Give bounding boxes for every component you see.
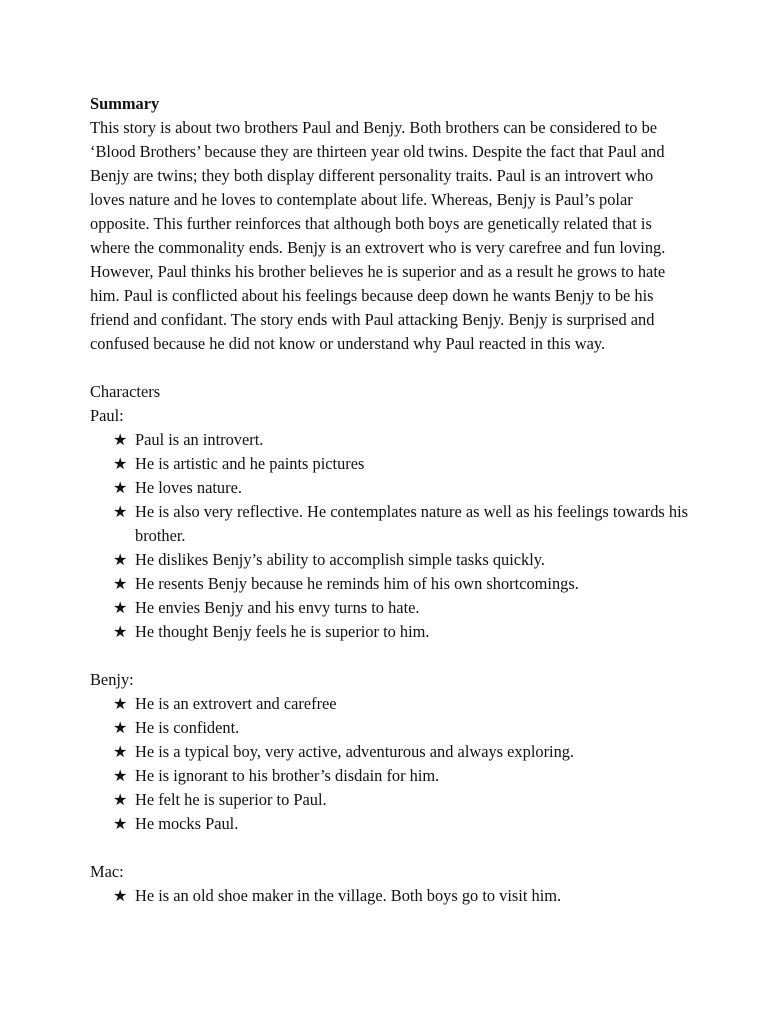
- star-bullet-icon: ★: [113, 598, 128, 617]
- star-bullet-icon: ★: [113, 454, 128, 473]
- list-item-text: He felt he is superior to Paul.: [135, 790, 327, 809]
- list-item-text: He is also very reflective. He contemplates nature as well as his feelings towards his brother.: [135, 502, 689, 545]
- list-item-text: He is a typical boy, very active, adventurous and always exploring.: [135, 742, 575, 761]
- document-content: [90, 92, 690, 908]
- list-item: [113, 764, 690, 788]
- list-item: [113, 620, 690, 644]
- list-item-text: He is artistic and he paints pictures: [135, 454, 365, 473]
- list-item: [113, 500, 690, 548]
- list-item: [113, 548, 690, 572]
- list-item: [113, 476, 690, 500]
- list-item-text: Paul is an introvert.: [135, 430, 264, 449]
- characters-heading: Characters: [90, 382, 161, 401]
- star-bullet-icon: ★: [113, 886, 128, 905]
- list-item-text: He thought Benjy feels he is superior to him.: [135, 622, 430, 641]
- list-item: [113, 596, 690, 620]
- star-bullet-icon: ★: [113, 550, 128, 569]
- list-item: [113, 452, 690, 476]
- list-item-text: He is ignorant to his brother’s disdain for him.: [135, 766, 440, 785]
- star-bullet-icon: ★: [113, 742, 128, 761]
- list-item-text: He is an old shoe maker in the village. Both boys go to visit him.: [135, 886, 562, 905]
- paul-label: Paul:: [90, 406, 124, 425]
- list-item: [113, 692, 690, 716]
- list-item: [113, 812, 690, 836]
- list-item-text: He resents Benjy because he reminds him of his own shortcomings.: [135, 574, 579, 593]
- spacer: [90, 644, 690, 668]
- list-item-text: He loves nature.: [135, 478, 242, 497]
- list-item-text: He mocks Paul.: [135, 814, 239, 833]
- star-bullet-icon: ★: [113, 718, 128, 737]
- star-bullet-icon: ★: [113, 574, 128, 593]
- list-item-text: He is confident.: [135, 718, 240, 737]
- list-item: [113, 572, 690, 596]
- list-item-text: He dislikes Benjy’s ability to accomplish simple tasks quickly.: [135, 550, 546, 569]
- list-item: [113, 788, 690, 812]
- star-bullet-icon: ★: [113, 814, 128, 833]
- list-item-text: He envies Benjy and his envy turns to hate.: [135, 598, 420, 617]
- star-bullet-icon: ★: [113, 430, 128, 449]
- mac-label: Mac:: [90, 862, 124, 881]
- star-bullet-icon: ★: [113, 622, 128, 641]
- star-bullet-icon: ★: [113, 694, 128, 713]
- list-item: [113, 428, 690, 452]
- star-bullet-icon: ★: [113, 478, 128, 497]
- star-bullet-icon: ★: [113, 502, 128, 521]
- mac-trait-list: [90, 884, 690, 908]
- star-bullet-icon: ★: [113, 766, 128, 785]
- list-item: [113, 740, 690, 764]
- benjy-trait-list: [90, 692, 690, 836]
- star-bullet-icon: ★: [113, 790, 128, 809]
- summary-title: Summary: [90, 94, 160, 113]
- spacer: [90, 356, 690, 380]
- paul-trait-list: [90, 428, 690, 644]
- list-item-text: He is an extrovert and carefree: [135, 694, 337, 713]
- list-item: [113, 716, 690, 740]
- summary-paragraph: This story is about two brothers Paul and Benjy. Both brothers can be considered to be ‘Blood Brothers’ because they are thirteen year old twins. Despite the fact that Paul and Benjy are twins; they both display different personality traits. Paul is an introvert who loves nature and he loves to contemplate about life. Whereas, Benjy is Paul’s polar opposite. This further reinforces that although both boys are genetically related that is where the commonality ends. Benjy is an extrovert who is very carefree and fun loving. However, Paul thinks his brother believes he is superior and as a result he grows to hate him. Paul is conflicted about his feelings because deep down he wants Benjy to be his friend and confidant. The story ends with Paul attacking Benjy. Benjy is surprised and confused because he did not know or understand why Paul reacted in this way.: [90, 118, 666, 353]
- benjy-label: Benjy:: [90, 670, 134, 689]
- spacer: [90, 836, 690, 860]
- list-item: [113, 884, 690, 908]
